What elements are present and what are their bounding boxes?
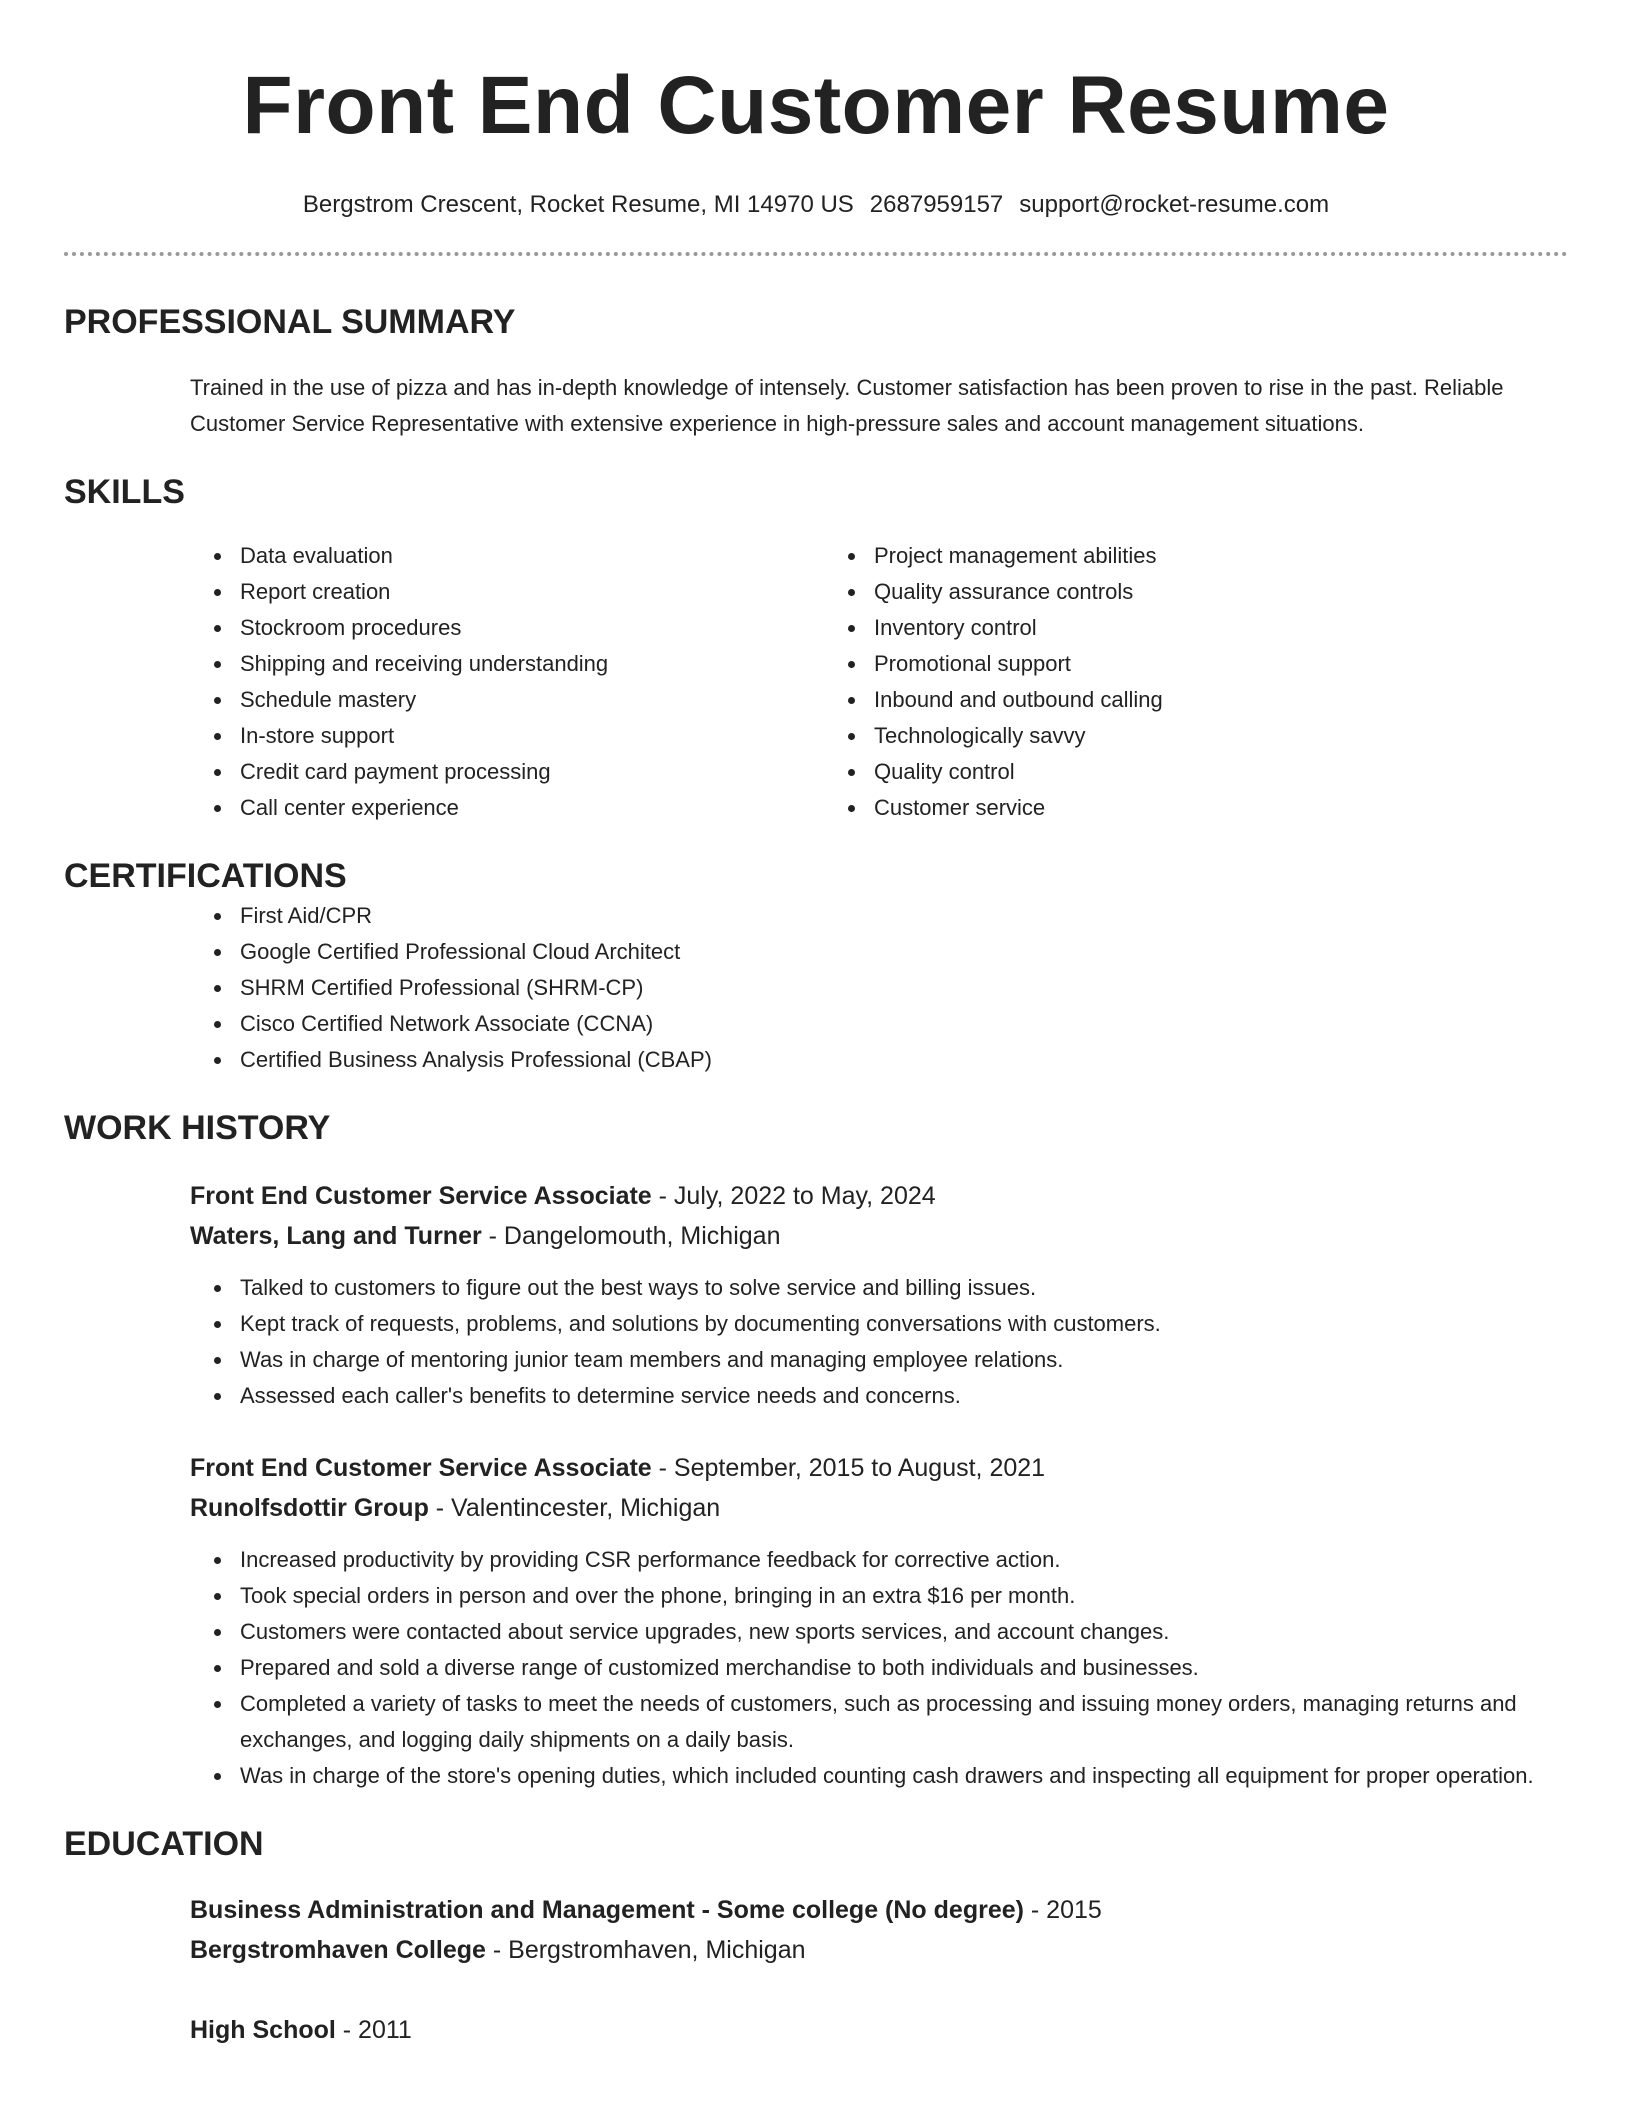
contact-phone: 2687959157 <box>869 191 1004 218</box>
skill-item: • Technologically savvy <box>868 718 1548 754</box>
job-company-line <box>190 1488 1568 1528</box>
contact-email: support@rocket-resume.com <box>1019 191 1330 218</box>
education-school: Bergstromhaven College <box>190 1936 486 1964</box>
certification-item: • SHRM Certified Professional (SHRM-CP) <box>234 970 1568 1006</box>
education-degree-line <box>190 2010 1568 2050</box>
job-duty: • Was in charge of the store's opening duties, which included counting cash drawers and inspecting all equipment for proper operation. <box>234 1758 1568 1794</box>
skill-item: • Project management abilities <box>868 538 1548 574</box>
skill-item: • Stockroom procedures <box>234 610 914 646</box>
job-duty: • Completed a variety of tasks to meet the needs of customers, such as processing and issuing money orders, managing returns and exchanges, and logging daily shipments on a daily basis. <box>234 1686 1568 1758</box>
skill-item: • Shipping and receiving understanding <box>234 646 914 682</box>
skill-item: • Credit card payment processing <box>234 754 914 790</box>
job-duty: • Increased productivity by providing CSR performance feedback for corrective action. <box>234 1542 1568 1578</box>
job-duties-list <box>190 1270 1568 1414</box>
skill-item: • Inbound and outbound calling <box>868 682 1548 718</box>
section-title-skills: SKILLS <box>64 473 185 511</box>
job-company: Runolfsdottir Group <box>190 1494 429 1522</box>
education-year: - 2011 <box>335 2016 412 2044</box>
education-degree: High School <box>190 2016 336 2044</box>
skill-item: • Report creation <box>234 574 914 610</box>
job-duty: • Kept track of requests, problems, and solutions by documenting conversations with customers. <box>234 1306 1568 1342</box>
section-title-work-history: WORK HISTORY <box>64 1109 331 1147</box>
job-duty: • Took special orders in person and over the phone, bringing in an extra $16 per month. <box>234 1578 1568 1614</box>
job-title: Front End Customer Service Associate <box>190 1182 652 1210</box>
job-duty: • Was in charge of mentoring junior team members and managing employee relations. <box>234 1342 1568 1378</box>
education-degree: Business Administration and Management - Some college (No degree) <box>190 1896 1024 1924</box>
education-degree-line <box>190 1890 1568 1930</box>
skills-list-right <box>824 538 1548 826</box>
job-title: Front End Customer Service Associate <box>190 1454 652 1482</box>
job-duties-list <box>190 1542 1568 1794</box>
certification-item: • Google Certified Professional Cloud Architect <box>234 934 1568 970</box>
education-location: - Bergstromhaven, Michigan <box>485 1936 806 1964</box>
job-entry <box>190 1448 1568 1794</box>
job-entry <box>190 1176 1568 1414</box>
job-dates: - September, 2015 to August, 2021 <box>651 1454 1046 1482</box>
skills-column-left <box>64 538 824 826</box>
section-title-education: EDUCATION <box>64 1825 264 1863</box>
skill-item: • In-store support <box>234 718 914 754</box>
job-title-line <box>190 1448 1568 1488</box>
education-list <box>64 1890 1568 2050</box>
skill-item: • Quality control <box>868 754 1548 790</box>
skill-item: • Customer service <box>868 790 1548 826</box>
job-duty: • Customers were contacted about service upgrades, new sports services, and account changes. <box>234 1614 1568 1650</box>
job-company: Waters, Lang and Turner <box>190 1222 482 1250</box>
job-dates: - July, 2022 to May, 2024 <box>651 1182 936 1210</box>
job-company-line <box>190 1216 1568 1256</box>
resume-title: Front End Customer Resume <box>242 60 1390 151</box>
job-duty: • Assessed each caller's benefits to determine service needs and concerns. <box>234 1378 1568 1414</box>
skills-column-right <box>824 538 1548 826</box>
skill-item: • Data evaluation <box>234 538 914 574</box>
skills-grid <box>64 538 1568 826</box>
skills-list-left <box>64 538 914 826</box>
section-title-summary: PROFESSIONAL SUMMARY <box>64 303 516 341</box>
job-title-line <box>190 1176 1568 1216</box>
job-duty: • Prepared and sold a diverse range of customized merchandise to both individuals and businesses. <box>234 1650 1568 1686</box>
certification-item: • Certified Business Analysis Professional (CBAP) <box>234 1042 1568 1078</box>
skill-item: • Promotional support <box>868 646 1548 682</box>
summary-text: Trained in the use of pizza and has in-depth knowledge of intensely. Customer satisfaction has been proven to rise in the past. Reliable Customer Service Representative with extensive experience in high-pressure sales and account management situations. <box>190 375 1504 436</box>
certification-item: • Cisco Certified Network Associate (CCNA) <box>234 1006 1568 1042</box>
skill-item: • Call center experience <box>234 790 914 826</box>
contact-line <box>64 190 1568 220</box>
certification-item: • First Aid/CPR <box>234 898 1568 934</box>
job-location: - Valentincester, Michigan <box>428 1494 721 1522</box>
certifications-list <box>64 898 1568 1078</box>
education-entry <box>190 1890 1568 1970</box>
skill-item: • Schedule mastery <box>234 682 914 718</box>
skill-item: • Quality assurance controls <box>868 574 1548 610</box>
skill-item: • Inventory control <box>868 610 1548 646</box>
header-divider <box>64 252 1568 256</box>
job-duty: • Talked to customers to figure out the best ways to solve service and billing issues. <box>234 1270 1568 1306</box>
education-year: - 2015 <box>1023 1896 1102 1924</box>
work-history-list <box>64 1176 1568 1794</box>
section-title-certifications: CERTIFICATIONS <box>64 857 347 895</box>
contact-address: Bergstrom Crescent, Rocket Resume, MI 14970 US <box>302 191 854 218</box>
job-location: - Dangelomouth, Michigan <box>481 1222 781 1250</box>
education-entry <box>190 2010 1568 2050</box>
education-school-line <box>190 1930 1568 1970</box>
